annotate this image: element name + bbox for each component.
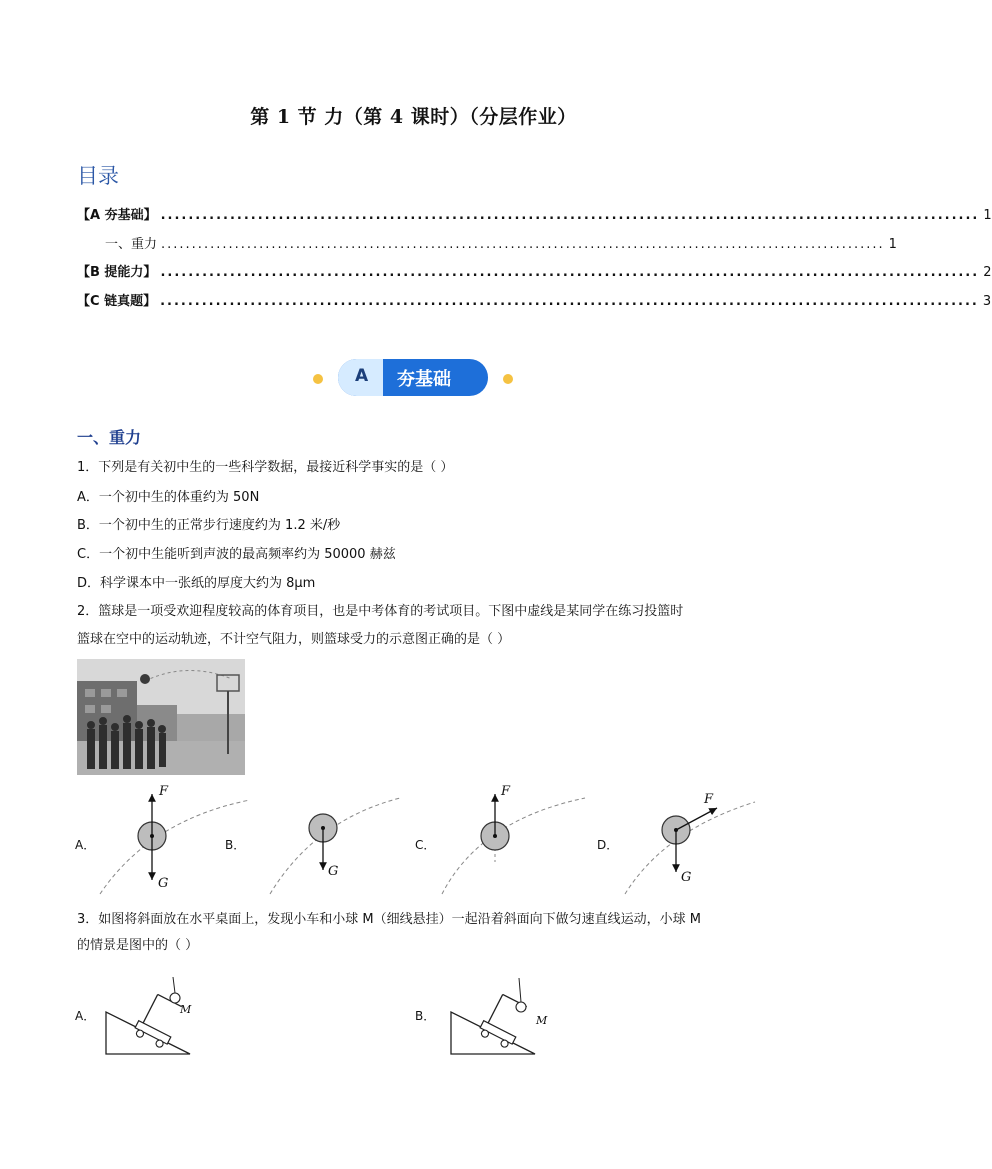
toc-heading: 目录 — [77, 164, 119, 188]
question-2-line1: 2．篮球是一项受欢迎程度较高的体育项目，也是中考体育的考试项目。下图中虚线是某同学在练习投篮时 — [77, 604, 684, 619]
label-f-a: F — [159, 784, 169, 799]
label-g-b: G — [328, 864, 339, 879]
toc-label: 【C 链真题】 — [77, 294, 157, 309]
toc-page: 1 — [983, 208, 992, 223]
toc-label: 【A 夯基础】 — [77, 208, 157, 223]
question-1-option-a[interactable]: A．一个初中生的体重约为 50N — [77, 490, 260, 505]
question-1-option-d[interactable]: D．科学课本中一张纸的厚度大约为 8μm — [77, 576, 316, 591]
toc-label: 【B 提能力】 — [77, 265, 157, 280]
basketball-photo — [77, 659, 245, 775]
banner-letter: A — [355, 366, 369, 386]
label-m-a: M — [180, 1003, 192, 1016]
question-1-stem: 1．下列是有关初中生的一些科学数据，最接近科学事实的是（ ） — [77, 460, 454, 475]
question-3-line2: 的情景是图中的（ ） — [77, 938, 199, 953]
banner-text: 夯基础 — [397, 369, 451, 390]
label-f-c: F — [501, 784, 511, 799]
question-3-diagrams — [70, 968, 570, 1063]
label-g-d: G — [681, 870, 692, 885]
option-label-c[interactable]: C． — [415, 838, 436, 852]
option-label-d[interactable]: D． — [597, 838, 619, 852]
toc-label: 一、重力 — [105, 237, 158, 252]
toc-leader: ...................................................................................................................... — [160, 265, 980, 280]
question-1-option-c[interactable]: C．一个初中生能听到声波的最高频率约为 50000 赫兹 — [77, 547, 396, 562]
section-banner — [245, 357, 585, 399]
question-1-option-b[interactable]: B．一个初中生的正常步行速度约为 1.2 米/秒 — [77, 518, 341, 533]
toc-page: 3 — [982, 294, 992, 309]
toc-row-a[interactable] — [77, 204, 992, 224]
trajectory-c — [442, 798, 585, 894]
question-2-line2: 篮球在空中的运动轨迹，不计空气阻力，则篮球受力的示意图正确的是（ ） — [77, 632, 511, 647]
toc-leader: ...................................................................................................................... — [160, 294, 979, 309]
option-label-a[interactable]: A． — [75, 1009, 96, 1023]
question-3-line1: 3．如图将斜面放在水平桌面上，发现小车和小球 M（细线悬挂）一起沿着斜面向下做匀速直线运动，小球 M — [77, 912, 701, 927]
option-label-a[interactable]: A． — [75, 838, 96, 852]
page-title: 第 1 节 力（第 4 课时）（分层作业） — [250, 106, 577, 128]
option-label-b[interactable]: B． — [415, 1009, 436, 1023]
option-label-b[interactable]: B． — [225, 838, 246, 852]
toc-row-b[interactable] — [77, 261, 992, 281]
label-f-d: F — [704, 792, 714, 807]
trajectory-a — [100, 800, 250, 894]
toc-row-gravity[interactable] — [105, 233, 897, 253]
toc-page: 1 — [888, 237, 897, 252]
section-title: 一、重力 — [77, 428, 142, 447]
label-m-b: M — [536, 1014, 548, 1027]
toc-row-c[interactable] — [77, 290, 992, 310]
trajectory-b — [270, 798, 400, 894]
label-g-a: G — [158, 876, 169, 891]
toc-leader: ...................................................................................................................... — [161, 237, 885, 252]
toc-leader: ...................................................................................................................... — [160, 208, 980, 223]
toc-page: 2 — [983, 265, 992, 280]
question-2-diagrams — [70, 780, 770, 900]
